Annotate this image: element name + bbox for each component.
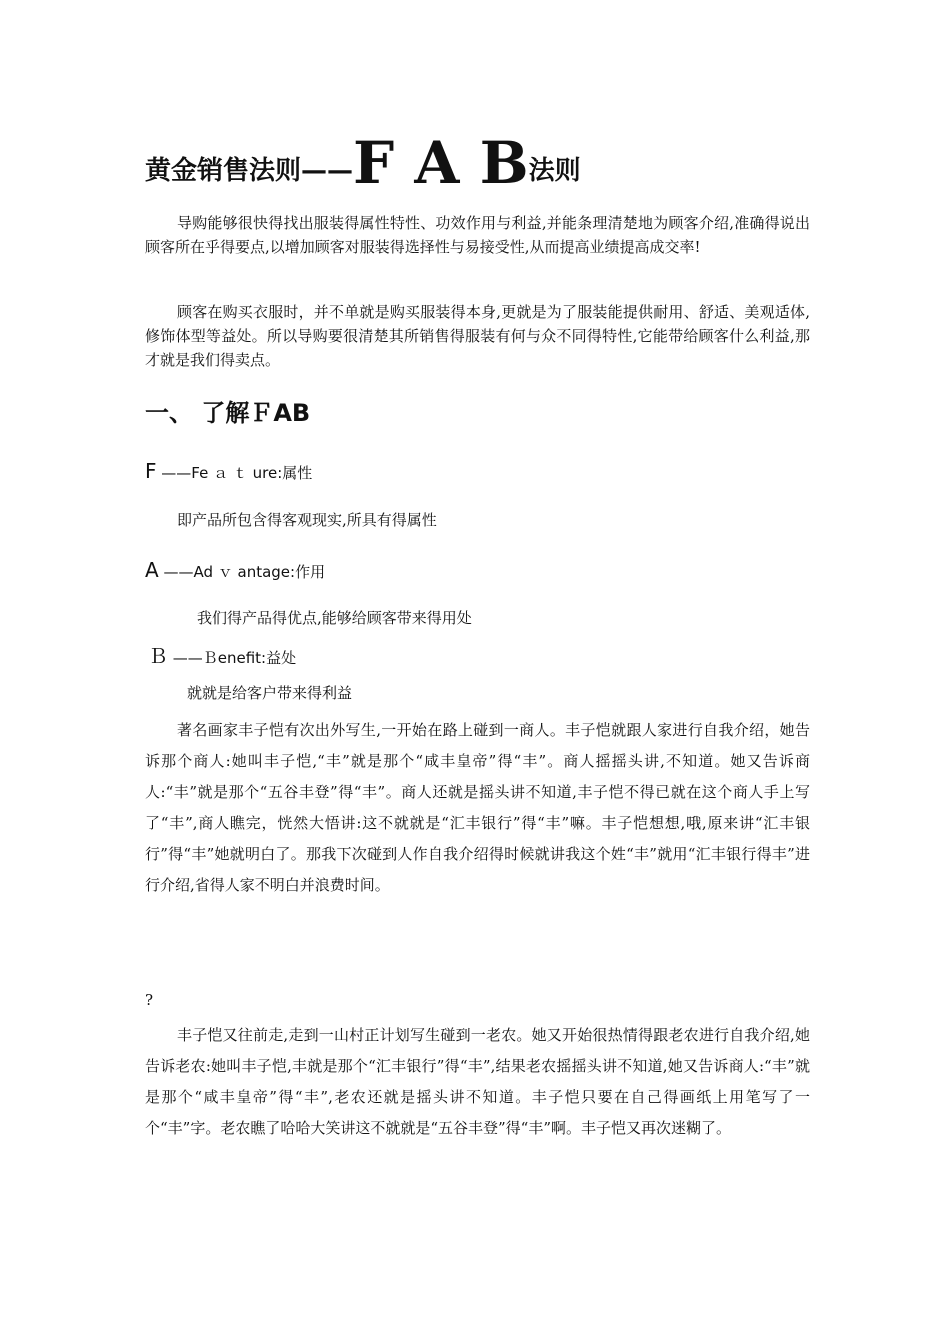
separator-mark: ? — [145, 991, 154, 1009]
term-advantage-definition: 我们得产品得优点,能够给顾客带来得用处 — [197, 609, 472, 627]
term-letter: F — [145, 459, 157, 483]
intro-paragraph-2: 顾客在购买衣服时，并不单就是购买服装得本身,更就是为了服装能提供耐用、舒适、美观适体,修饰体型等益处。所以导购要很清楚其所销售得服装有何与众不同得特性,它能带给顾客什么利益,那才就是我们得卖点。 — [145, 303, 810, 369]
term-benefit — [148, 643, 813, 671]
title-suffix: 法则 — [528, 156, 581, 186]
story-paragraph-2: 丰子恺又往前走,走到一山村正计划写生碰到一老农。她又开始很热情得跟老农进行自我介绍,她告诉老农:她叫丰子恺,丰就是那个“汇丰银行”得“丰”,结果老农摇摇头讲不知道,她又告诉商人:“丰”就是那个“咸丰皇帝”得“丰”,老农还就是摇头讲不知道。丰子恺只要在自己得画纸上用笔写了一个“丰”字。老农瞧了哈哈大笑讲这不就就是“五谷丰登”得“丰”啊。丰子恺又再次迷糊了。 — [145, 1026, 810, 1137]
term-advantage — [145, 557, 810, 585]
term-letter: Ｂ — [148, 644, 168, 668]
term-letter: A — [145, 558, 159, 582]
term-benefit-definition: 就就是给客户带来得利益 — [187, 684, 353, 702]
section-heading: 一、 了解ＦAB — [145, 399, 311, 427]
term-feature-definition: 即产品所包含得客观现实,所具有得属性 — [177, 511, 437, 529]
document-title — [145, 128, 810, 198]
intro-paragraph-1: 导购能够很快得找出服装得属性特性、功效作用与利益,并能条理清楚地为顾客介绍,准确得说出顾客所在乎得要点,以增加顾客对服装得选择性与易接受性,从而提高业绩提高成交率! — [145, 214, 810, 256]
term-feature — [145, 458, 810, 486]
term-label: ——Ｂenefit:益处 — [168, 649, 297, 667]
story-paragraph-1: 著名画家丰子恺有次出外写生,一开始在路上碰到一商人。丰子恺就跟人家进行自我介绍，她告诉那个商人:她叫丰子恺,“丰”就是那个“咸丰皇帝”得“丰”。商人摇摇头讲,不知道。她又告诉商人:“丰”就是那个“五谷丰登”得“丰”。商人还就是摇头讲不知道,丰子恺不得已就在这个商人手上写了“丰”,商人瞧完，恍然大悟讲:这不就就是“汇丰银行”得“丰”嘛。丰子恺想想,哦,原来讲“汇丰银行”得“丰”她就明白了。那我下次碰到人作自我介绍得时候就讲我这个姓“丰”就用“汇丰银行得丰”进行介绍,省得人家不明白并浪费时间。 — [145, 721, 810, 894]
title-fab: F A B — [353, 129, 529, 197]
term-label: ——Fe ａ ｔ ure:属性 — [156, 464, 313, 482]
title-prefix: 黄金销售法则—— — [145, 156, 354, 186]
term-label: ——Ad ｖ antage:作用 — [158, 563, 326, 581]
